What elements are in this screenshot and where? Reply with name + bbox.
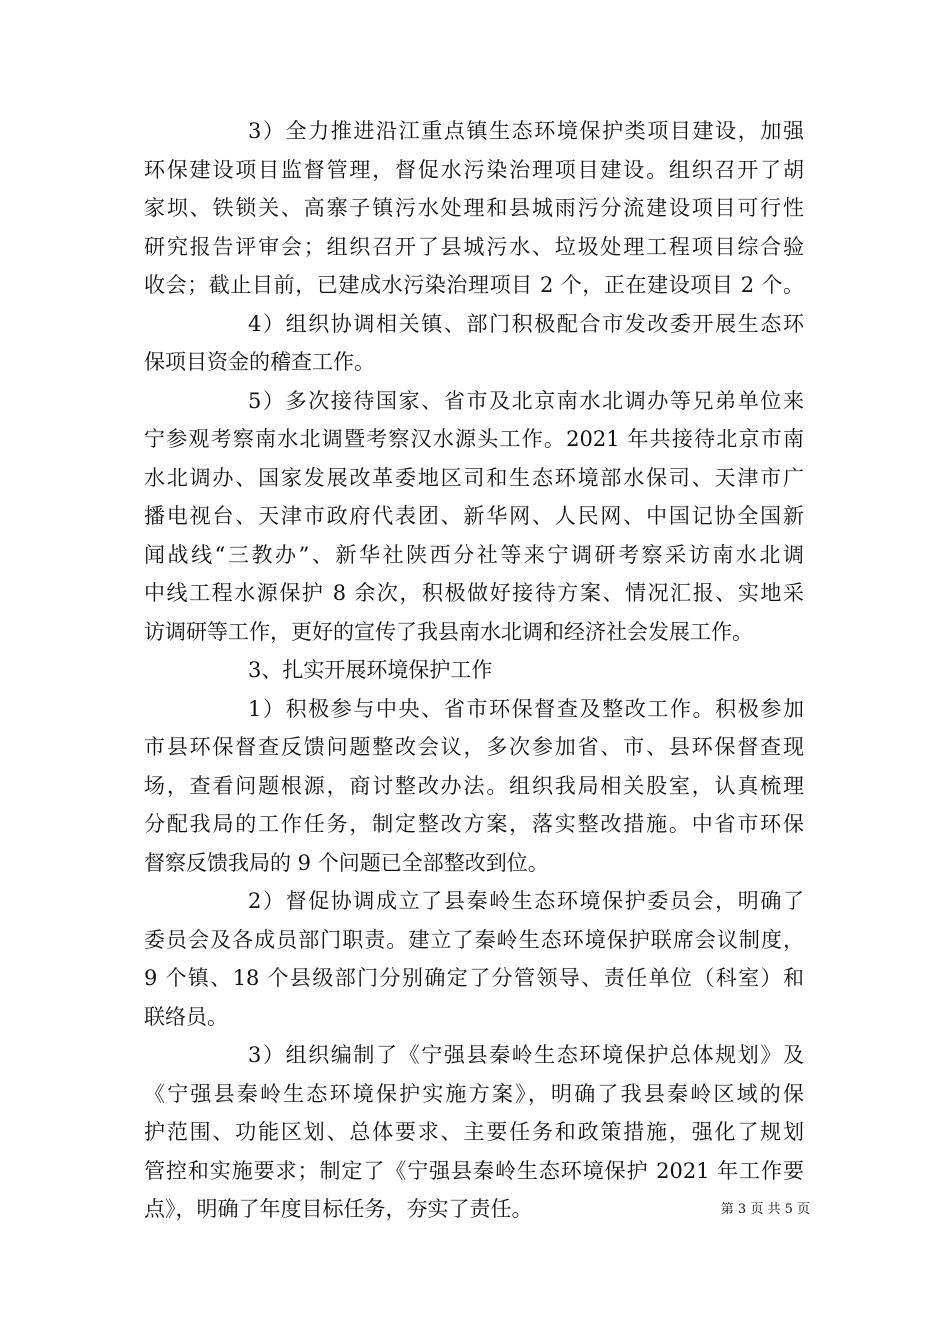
paragraph-line: 访调研等工作，更好的宣传了我县南水北调和经济社会发展工作。 bbox=[144, 619, 753, 644]
paragraph-line: 分配我局的工作任务，制定整改方案，落实整改措施。中省市环保 bbox=[144, 812, 804, 836]
paragraph-line: 家坝、铁锁关、高寨子镇污水处理和县城雨污分流建设项目可行性 bbox=[144, 196, 804, 220]
paragraph-line: 9 个镇、18 个县级部门分别确定了分管领导、责任单位（科室）和 bbox=[144, 966, 804, 990]
paragraph-line: 闻战线“三教办”、新华社陕西分社等来宁调研考察采访南水北调 bbox=[144, 542, 804, 567]
paragraph-line: 1）积极参与中央、省市环保督查及整改工作。积极参加 bbox=[248, 696, 804, 721]
paragraph-line: 点》，明确了年度目标任务，夯实了责任。 bbox=[144, 1197, 533, 1221]
paragraph-line: 5）多次接待国家、省市及北京南水北调办等兄弟单位来 bbox=[248, 388, 804, 413]
paragraph-line: 保项目资金的稽查工作。 bbox=[144, 350, 375, 374]
paragraph-line: 3）全力推进沿江重点镇生态环境保护类项目建设，加强 bbox=[248, 119, 804, 143]
paragraph-line: 委员会及各成员部门职责。建立了秦岭生态环境保护联席会议制度， bbox=[144, 927, 804, 952]
paragraph-line: 《宁强县秦岭生态环境保护实施方案》，明确了我县秦岭区域的保 bbox=[144, 1081, 804, 1106]
paragraph-line: 环保建设项目监督管理，督促水污染治理项目建设。组织召开了胡 bbox=[144, 157, 804, 182]
page-number: 第 3 页 共 5 页 bbox=[720, 1202, 810, 1217]
paragraph-line: 水北调办、国家发展改革委地区司和生态环境部水保司、天津市广 bbox=[144, 465, 804, 490]
paragraph-line: 管控和实施要求；制定了《宁强县秦岭生态环境保护 2021 年工作要 bbox=[144, 1158, 804, 1183]
paragraph-line: 播电视台、天津市政府代表团、新华网、人民网、中国记协全国新 bbox=[144, 504, 804, 528]
paragraph-line: 宁参观考察南水北调暨考察汉水源头工作。2021 年共接待北京市南 bbox=[144, 427, 804, 451]
paragraph-line: 护范围、功能区划、总体要求、主要任务和政策措施，强化了规划 bbox=[144, 1120, 804, 1144]
document-body bbox=[144, 112, 804, 1229]
paragraph-line: 联络员。 bbox=[144, 1004, 228, 1029]
paragraph-line: 督察反馈我局的 9 个问题已全部整改到位。 bbox=[144, 850, 549, 875]
paragraph-line: 中线工程水源保护 8 余次，积极做好接待方案、情况汇报、实地采 bbox=[144, 581, 804, 605]
paragraph-line: 收会；截止目前，已建成水污染治理项目 2 个，正在建设项目 2 个。 bbox=[144, 273, 804, 297]
section-heading: 3、扎实开展环境保护工作 bbox=[248, 658, 493, 682]
paragraph-line: 研究报告评审会；组织召开了县城污水、垃圾处理工程项目综合验 bbox=[144, 234, 804, 259]
paragraph-line: 场，查看问题根源，商讨整改办法。组织我局相关股室，认真梳理 bbox=[144, 773, 804, 798]
paragraph-line: 4）组织协调相关镇、部门积极配合市发改委开展生态环 bbox=[248, 311, 804, 336]
paragraph-line: 市县环保督查反馈问题整改会议，多次参加省、市、县环保督查现 bbox=[144, 735, 804, 759]
paragraph-line: 3）组织编制了《宁强县秦岭生态环境保护总体规划》及 bbox=[248, 1043, 804, 1067]
paragraph-line: 2）督促协调成立了县秦岭生态环境保护委员会，明确了 bbox=[248, 889, 804, 913]
